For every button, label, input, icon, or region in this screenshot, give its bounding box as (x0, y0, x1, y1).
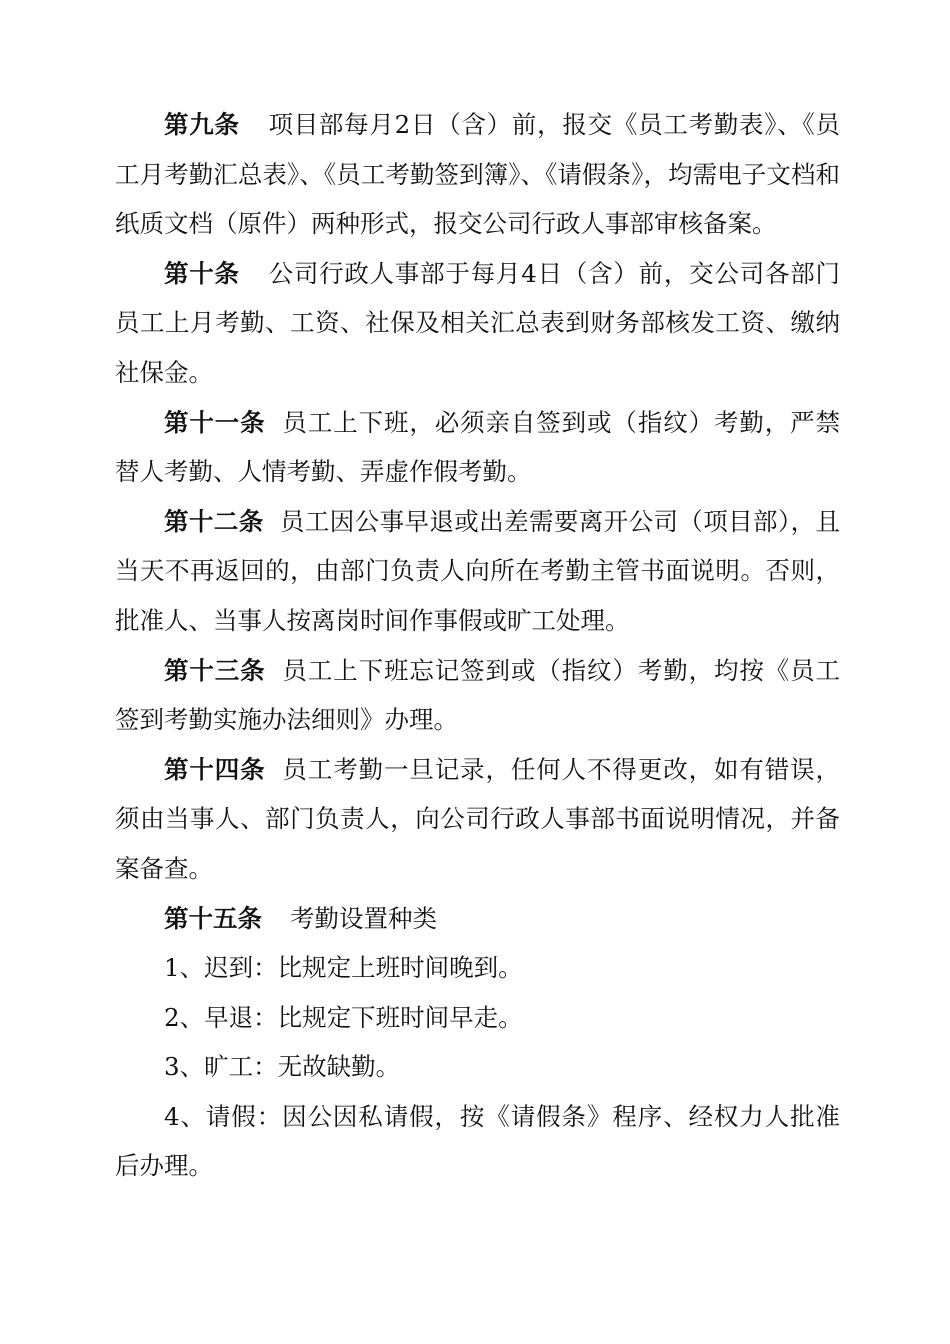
article-9 (115, 100, 840, 249)
article-label: 第十一条 (164, 407, 266, 437)
list-item: 4、请假：因公因私请假，按《请假条》程序、经权力人批准后办理。 (115, 1101, 840, 1181)
article-label: 第十五条 (164, 903, 262, 933)
article-text: 考勤设置种类 (290, 903, 437, 933)
article-label: 第十条 (164, 258, 240, 288)
list-item: 1、迟到：比规定上班时间晚到。 (164, 953, 523, 983)
list-item: 2、早退：比规定下班时间早走。 (164, 1002, 523, 1032)
article-text: 员工考勤一旦记录，任何人不得更改，如有错误，须由当事人、部门负责人，向公司行政人事部书面说明情况，并备案备查。 (115, 754, 841, 883)
article-text: 员工上下班忘记签到或（指纹）考勤，均按《员工签到考勤实施办法细则》办理。 (115, 655, 841, 735)
article-label: 第十三条 (164, 655, 266, 685)
list-item: 3、旷工：无故缺勤。 (164, 1052, 401, 1082)
article-text: 公司行政人事部于每月4日（含）前，交公司各部门员工上月考勤、工资、社保及相关汇总表到财务部核发工资、缴纳社保金。 (115, 258, 840, 387)
article-text: 员工因公事早退或出差需要离开公司（项目部），且当天不再返回的，由部门负责人向所在考勤主管书面说明。否则，批准人、当事人按离岗时间作事假或旷工处理。 (115, 506, 840, 635)
article-text: 项目部每月2日（含）前，报交《员工考勤表》、《员工月考勤汇总表》、《员工考勤签到簿》、《请假条》，均需电子文档和纸质文档（原件）两种形式，报交公司行政人事部审核备案。 (115, 110, 840, 239)
article-text: 员工上下班，必须亲自签到或（指纹）考勤，严禁替人考勤、人情考勤、弄虚作假考勤。 (115, 407, 841, 487)
article-label: 第十二条 (164, 506, 264, 536)
article-15 (115, 894, 840, 944)
article-11 (115, 398, 840, 497)
article-10 (115, 249, 840, 398)
article-label: 第九条 (164, 110, 240, 139)
article-13 (115, 646, 840, 745)
article-label: 第十四条 (164, 754, 266, 784)
article-14 (115, 745, 840, 894)
article-12 (115, 497, 840, 646)
document-body (115, 100, 840, 1191)
